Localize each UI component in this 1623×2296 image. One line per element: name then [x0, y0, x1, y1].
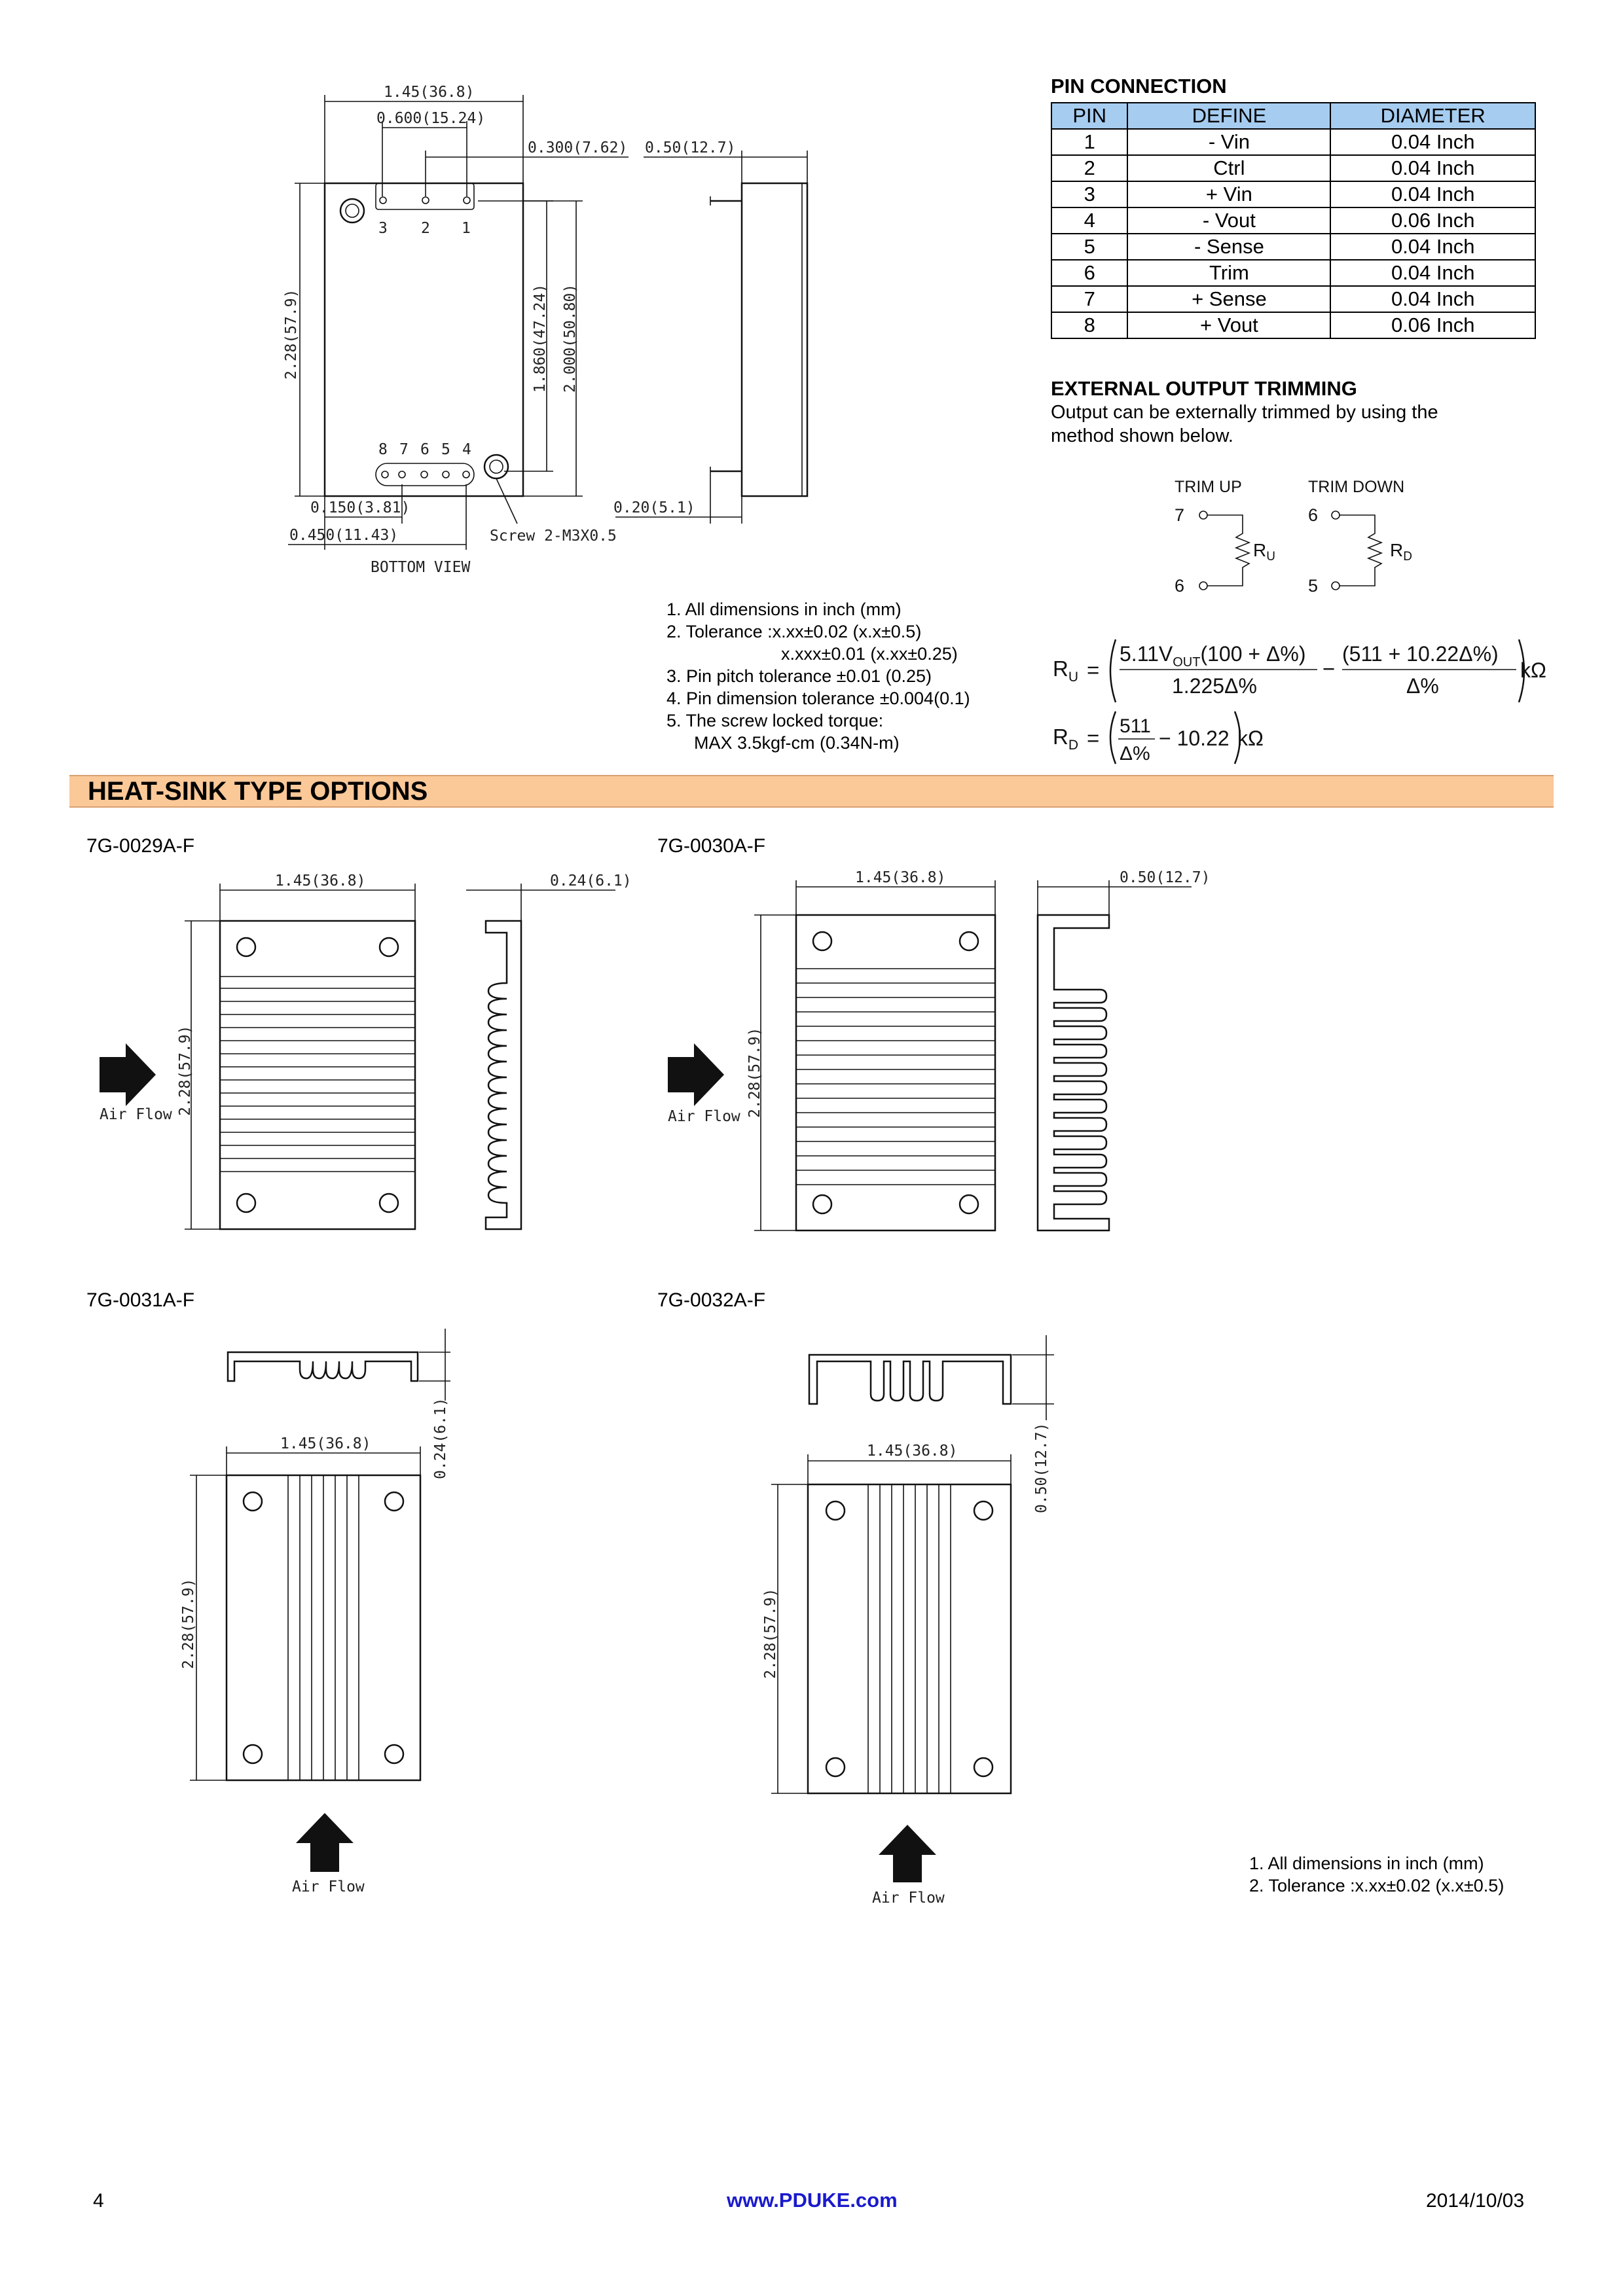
dim-pin-length: 0.20(5.1) [613, 499, 695, 516]
height-dim-0029: 0.24(6.1) [550, 872, 632, 889]
pin-connection-table [1051, 102, 1536, 339]
header-pin: PIN [1051, 103, 1127, 129]
trim-down-label: TRIM DOWN [1308, 478, 1405, 496]
bottom-view-label: BOTTOM VIEW [371, 559, 471, 576]
pin-connection-title: PIN CONNECTION [1051, 75, 1227, 98]
module-side-view [742, 183, 807, 496]
footer-date: 2014/10/03 [1426, 2190, 1525, 2212]
formula-rd-num: 511 [1120, 715, 1151, 737]
width-dim-0032: 1.45(36.8) [867, 1443, 958, 1460]
length-dim-0029: 2.28(57.9) [177, 1025, 194, 1116]
pin-label-7: 7 [399, 441, 409, 458]
table-row: 6 Trim 0.04 Inch [1051, 260, 1535, 286]
air-flow-arrow-0032 [879, 1825, 936, 1882]
height-dim-0031: 0.24(6.1) [432, 1397, 449, 1479]
width-dim-0029: 1.45(36.8) [275, 872, 366, 889]
page-number: 4 [93, 2190, 104, 2212]
trimming-desc-line1: Output can be externally trimmed by using the [1051, 402, 1438, 423]
formula-rd-label: $R_D$ [1053, 725, 1079, 753]
formula-ru-num2: (511 + 10.22Δ%) [1342, 642, 1499, 666]
trimming-desc-line2: method shown below. [1051, 425, 1233, 446]
formula-rd-tail: − 10.22 [1159, 726, 1230, 750]
screw-label: Screw 2-M3X0.5 [490, 528, 617, 545]
trim-up-label: TRIM UP [1175, 478, 1242, 496]
air-flow-arrow-0031 [296, 1813, 354, 1872]
formula-ru-den1: 1.225Δ% [1172, 674, 1257, 698]
trim-formulas [1048, 625, 1558, 769]
air-flow-label-0030: Air Flow [668, 1108, 740, 1125]
length-dim-0030: 2.28(57.9) [746, 1027, 763, 1118]
table-row: 7 + Sense 0.04 Inch [1051, 286, 1535, 312]
bottom-pin-strip [376, 463, 474, 486]
trim-circuits [1165, 471, 1493, 615]
model-label-0029: 7G-0029A-F [86, 835, 195, 857]
table-row: 8 + Vout 0.06 Inch [1051, 312, 1535, 338]
top-pin-strip [376, 183, 474, 209]
formula-rd-unit: kΩ [1237, 726, 1264, 750]
air-flow-label-0032: Air Flow [872, 1890, 945, 1907]
heatsink-title: HEAT-SINK TYPE OPTIONS [88, 777, 428, 806]
svg-text:−: − [1322, 656, 1336, 681]
dim-pin-row-distance: 1.860(47.24) [532, 283, 549, 393]
pin-label-1: 1 [462, 220, 471, 237]
pin-label-6: 6 [420, 441, 429, 458]
dim-hole-distance: 2.000(50.80) [562, 283, 579, 393]
footer-url[interactable]: www.PDUKE.com [727, 2189, 898, 2212]
pin-label-3: 3 [378, 220, 388, 237]
heatsink-0031 [92, 1316, 550, 1905]
pin-label-8: 8 [378, 441, 388, 458]
notes-bottom: 1. All dimensions in inch (mm) 2. Tolerance :x.xx±0.02 (x.x±0.5) [1249, 1854, 1504, 1895]
trimming-title: EXTERNAL OUTPUT TRIMMING [1051, 377, 1357, 400]
heatsink-banner [69, 775, 1554, 808]
table-row: 2 Ctrl 0.04 Inch [1051, 155, 1535, 181]
table-row: 5 - Sense 0.04 Inch [1051, 234, 1535, 260]
height-dim-0030: 0.50(12.7) [1120, 869, 1211, 886]
heatsink-0029 [92, 864, 681, 1257]
svg-text:=: = [1087, 658, 1100, 682]
pin-label-4: 4 [462, 441, 471, 458]
dim-bottom-span: 0.450(11.43) [289, 527, 399, 544]
formula-ru-num1: $5.11V_{OUT}(100 + \Delta\%)$ [1120, 642, 1306, 670]
notes-top: 1. All dimensions in inch (mm) 2. Tolerance :x.xx±0.02 (x.x±0.5) x.xxx±0.01 (x.xx±0.25) 3. Pin pitch tolerance ±0.01 (0.25) 4. Pin dimension tolerance ±0.004(0.1) 5. The screw locked torque: MAX 3.5kgf-cm (0.34N-m) [666, 600, 970, 753]
header-define: DEFINE [1127, 103, 1330, 129]
table-row: 3 + Vin 0.04 Inch [1051, 181, 1535, 207]
width-dim-0031: 1.45(36.8) [280, 1435, 371, 1452]
air-flow-label-0029: Air Flow [100, 1106, 172, 1123]
trim-down-bottom-pin: 5 [1308, 576, 1319, 596]
heatsink-0032 [661, 1316, 1120, 1905]
mount-hole-top [340, 199, 364, 223]
formula-ru-label: $R_U$ [1053, 656, 1079, 685]
formula-ru-den2: Δ% [1406, 674, 1439, 698]
pin-label-5: 5 [441, 441, 450, 458]
mechanical-drawing [0, 0, 736, 589]
heatsink-0030 [661, 864, 1250, 1257]
height-dim-0032: 0.50(12.7) [1033, 1422, 1050, 1513]
model-label-0030: 7G-0030A-F [657, 835, 766, 857]
air-flow-arrow-0030 [668, 1043, 724, 1106]
dim-overall-length: 2.28(57.9) [283, 289, 300, 380]
air-flow-label-0031: Air Flow [292, 1878, 365, 1895]
formula-ru-unit: kΩ [1520, 658, 1546, 682]
trim-down-top-pin: 6 [1308, 505, 1319, 525]
svg-text:=: = [1087, 726, 1100, 750]
trim-up-top-pin: 7 [1175, 505, 1185, 525]
header-diameter: DIAMETER [1330, 103, 1535, 129]
dim-overall-width: 1.45(36.8) [384, 84, 475, 101]
dim-side-height: 0.50(12.7) [645, 139, 736, 156]
ru-label: $R_U$ [1253, 540, 1275, 564]
mount-hole-bottom [484, 455, 508, 478]
dim-pin-span: 0.600(15.24) [376, 110, 486, 127]
model-label-0031: 7G-0031A-F [86, 1289, 195, 1311]
formula-rd-den: Δ% [1120, 743, 1150, 764]
table-row: 4 - Vout 0.06 Inch [1051, 207, 1535, 234]
length-dim-0032: 2.28(57.9) [762, 1588, 779, 1679]
table-row: 1 - Vin 0.04 Inch [1051, 129, 1535, 155]
model-label-0032: 7G-0032A-F [657, 1289, 766, 1311]
dim-bottom-offset: 0.150(3.81) [310, 499, 410, 516]
dim-pin-pitch: 0.300(7.62) [528, 139, 628, 156]
length-dim-0031: 2.28(57.9) [180, 1578, 197, 1669]
width-dim-0030: 1.45(36.8) [855, 869, 946, 886]
air-flow-arrow-0029 [100, 1043, 156, 1106]
trim-up-bottom-pin: 6 [1175, 576, 1185, 596]
rd-label: $R_D$ [1390, 540, 1412, 564]
pin-label-2: 2 [421, 220, 430, 237]
